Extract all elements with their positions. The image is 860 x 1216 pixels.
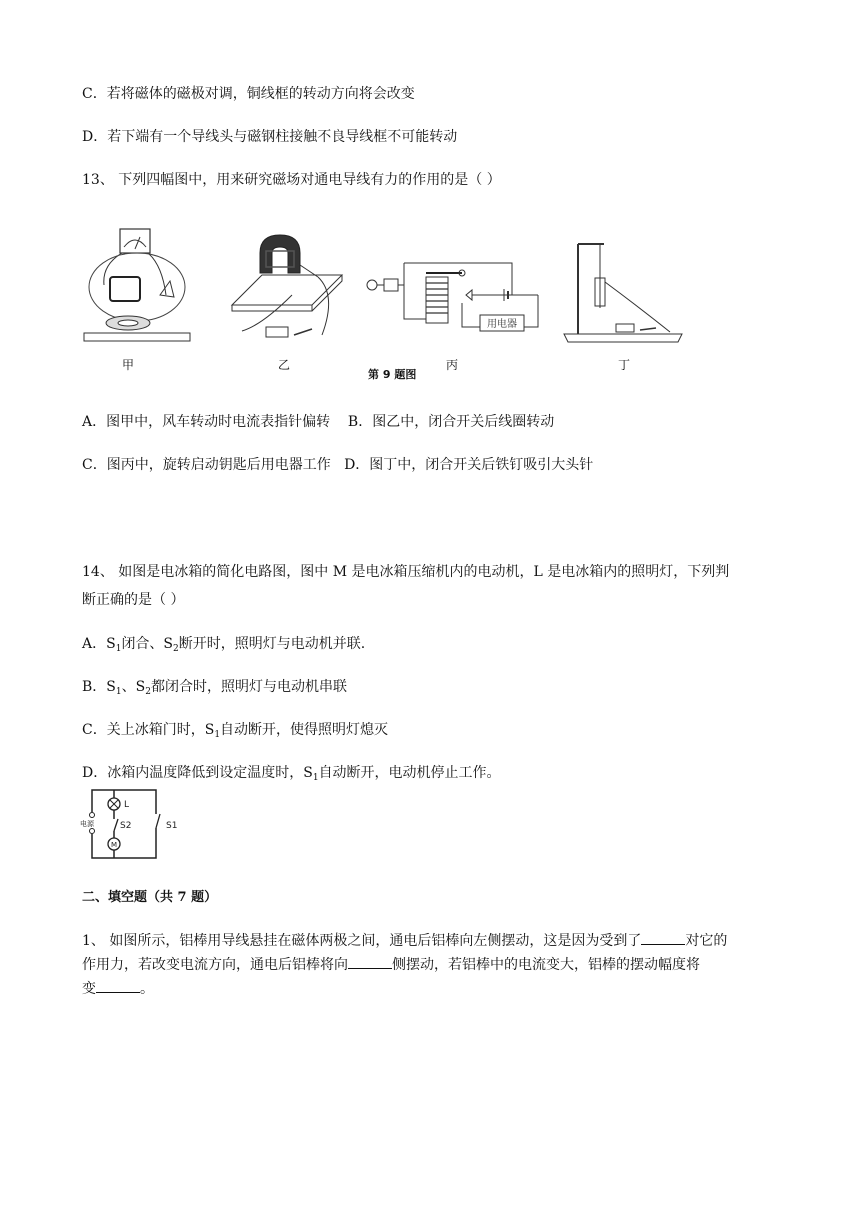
figure-yi-label: 乙 [278,358,291,372]
q13-stem: 13、 下列四幅图中，用来研究磁场对通电导线有力的作用的是（ ） [82,172,501,188]
q14-option-d: D．冰箱内温度降低到设定温度时，$S_1$自动断开，电动机停止工作。 [82,765,501,783]
q14-option-a: A．$S_1$闭合、$S_2$断开时，照明灯与电动机并联. [82,636,366,654]
q13-options-cd [82,455,593,475]
q13-option-a: A．图甲中，风车转动时电流表指针偏转 [82,414,331,430]
figure-bing-label: 丙 [446,358,459,372]
fill1-line1: 1、 如图所示，铝棒用导线悬挂在磁体两极之间，通电后铝棒向左侧摆动，这是因为受到了 对它的 [82,930,727,951]
figure-ding-label: 丁 [618,358,631,372]
figure-jia [82,225,192,350]
figure-ding [560,238,690,350]
q12-option-d: D．若下端有一个导线头与磁钢柱接触不良导线框不可能转动 [82,129,458,145]
q14-stem-line2: 断正确的是（ ） [82,592,185,608]
q13-option-d: D．图丁中，闭合开关后铁钉吸引大头针 [344,457,594,473]
motor-label: M [110,841,118,849]
section-title: 二、填空题（共 7 题） [82,890,218,905]
switch-s1-label: S1 [166,821,178,831]
q14-option-c: C．关上冰箱门时，$S_1$自动断开，使得照明灯熄灭 [82,722,389,740]
q14-stem-line1: 14、 如图是电冰箱的简化电路图，图中 M 是电冰箱压缩机内的电动机，L 是电冰箱内的照明灯，下列判 [82,564,730,580]
q13-options-ab [82,412,554,432]
figure-caption: 第 9 题图 [368,368,417,381]
lamp-label: L [124,800,130,810]
refrigerator-circuit [80,782,188,864]
answer-blank[interactable] [348,954,392,969]
power-label: 电源 [80,820,94,828]
q13-option-c: C．图丙中，旋转启动钥匙后用电器工作 [82,457,331,473]
figure-jia-label: 甲 [122,358,135,372]
figure-yi [222,225,352,350]
q12-option-c: C．若将磁体的磁极对调，铜线框的转动方向将会改变 [82,86,415,102]
answer-blank[interactable] [641,930,685,945]
answer-blank[interactable] [96,978,140,993]
q14-option-b: B．$S_1$、$S_2$都闭合时，照明灯与电动机串联 [82,679,347,697]
device-label: 用电器 [487,319,517,330]
figure-bing [362,255,552,335]
fill1-line3: 变 。 [82,978,154,999]
fill1-line2: 作用力，若改变电流方向，通电后铝棒将向 侧摆动，若铝棒中的电流变大，铝棒的摆动幅度将 [82,954,700,975]
q13-option-b: B．图乙中，闭合开关后线圈转动 [347,414,555,430]
switch-s2-label: S2 [120,821,132,831]
